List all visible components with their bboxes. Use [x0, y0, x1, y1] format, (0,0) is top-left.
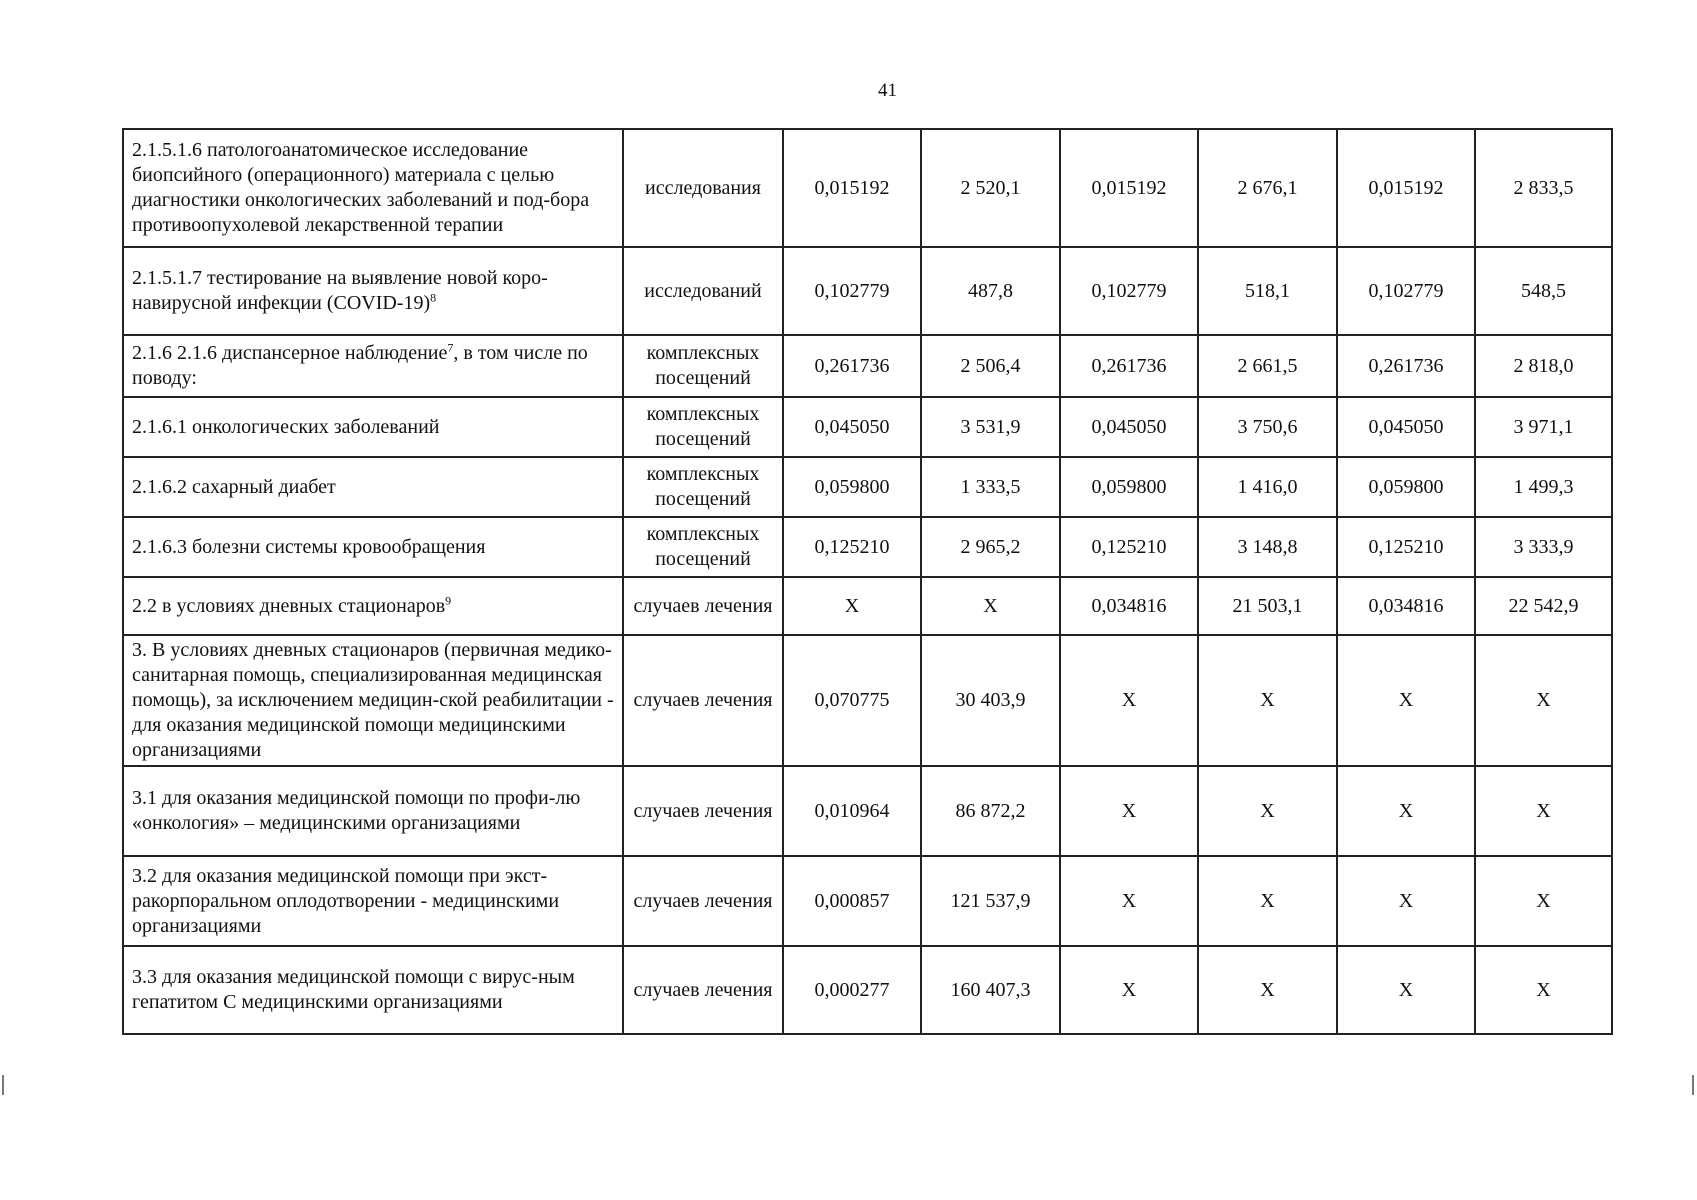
table-row [123, 635, 1612, 766]
value-cell: 2 676,1 [1198, 129, 1337, 247]
value-cell: 518,1 [1198, 247, 1337, 335]
value-cell: Х [1198, 766, 1337, 856]
value-cell: 487,8 [921, 247, 1060, 335]
footnote-mark: 7 [447, 340, 454, 355]
table-row [123, 457, 1612, 517]
row-name: 3.2 для оказания медицинской помощи при экст-ракорпоральном оплодотворении - медицинскими организациями [123, 856, 623, 946]
row-unit: случаев лечения [623, 856, 783, 946]
page-number: 41 [878, 80, 897, 101]
value-cell: 0,045050 [783, 397, 921, 457]
value-cell: 160 407,3 [921, 946, 1060, 1034]
value-cell: 0,045050 [1337, 397, 1475, 457]
table-row [123, 946, 1612, 1034]
value-cell: 121 537,9 [921, 856, 1060, 946]
value-cell: Х [1337, 635, 1475, 766]
scan-edge-mark [2, 1075, 4, 1095]
value-cell: 0,070775 [783, 635, 921, 766]
value-cell: 0,125210 [783, 517, 921, 577]
value-cell: 0,034816 [1337, 577, 1475, 635]
row-unit: случаев лечения [623, 635, 783, 766]
row-unit: комплексных посещений [623, 457, 783, 517]
value-cell: Х [1475, 856, 1612, 946]
value-cell: 2 661,5 [1198, 335, 1337, 397]
value-cell: 0,045050 [1060, 397, 1198, 457]
value-cell: 0,102779 [1337, 247, 1475, 335]
value-cell: 21 503,1 [1198, 577, 1337, 635]
row-unit: комплексных посещений [623, 335, 783, 397]
value-cell: 3 333,9 [1475, 517, 1612, 577]
table-row [123, 397, 1612, 457]
row-unit: случаев лечения [623, 577, 783, 635]
value-cell: 3 971,1 [1475, 397, 1612, 457]
value-cell: 0,102779 [783, 247, 921, 335]
table-row [123, 766, 1612, 856]
data-table [122, 128, 1613, 1035]
value-cell: 1 416,0 [1198, 457, 1337, 517]
value-cell: 2 506,4 [921, 335, 1060, 397]
value-cell: 0,059800 [1060, 457, 1198, 517]
value-cell: 0,034816 [1060, 577, 1198, 635]
value-cell: 86 872,2 [921, 766, 1060, 856]
row-name: 2.1.5.1.6 патологоанатомическое исследование биопсийного (операционного) материала с целью диагностики онкологических заболеваний и под-бора противоопухолевой лекарственной терапии [123, 129, 623, 247]
value-cell: 0,059800 [783, 457, 921, 517]
value-cell: Х [1475, 766, 1612, 856]
value-cell: 0,125210 [1337, 517, 1475, 577]
table-row [123, 335, 1612, 397]
table-row [123, 577, 1612, 635]
value-cell: Х [1198, 856, 1337, 946]
value-cell: 0,015192 [783, 129, 921, 247]
value-cell: 0,125210 [1060, 517, 1198, 577]
table-row [123, 129, 1612, 247]
value-cell: Х [921, 577, 1060, 635]
row-name: 2.1.6.1 онкологических заболеваний [123, 397, 623, 457]
value-cell: Х [1337, 856, 1475, 946]
value-cell: Х [783, 577, 921, 635]
row-unit: исследований [623, 247, 783, 335]
value-cell: 0,261736 [1060, 335, 1198, 397]
scan-edge-mark [1692, 1075, 1694, 1095]
value-cell: 1 333,5 [921, 457, 1060, 517]
value-cell: Х [1198, 946, 1337, 1034]
value-cell: 0,261736 [783, 335, 921, 397]
value-cell: 1 499,3 [1475, 457, 1612, 517]
footnote-mark: 9 [445, 592, 452, 607]
value-cell: Х [1337, 946, 1475, 1034]
row-name: 2.1.6.3 болезни системы кровообращения [123, 517, 623, 577]
value-cell: 0,000277 [783, 946, 921, 1034]
value-cell: 2 965,2 [921, 517, 1060, 577]
row-unit: случаев лечения [623, 946, 783, 1034]
value-cell: 3 750,6 [1198, 397, 1337, 457]
row-name: 3.3 для оказания медицинской помощи с вирус-ным гепатитом С медицинскими организациями [123, 946, 623, 1034]
value-cell: Х [1060, 856, 1198, 946]
row-name: 2.1.6.2 сахарный диабет [123, 457, 623, 517]
footnote-mark: 8 [430, 290, 437, 305]
value-cell: Х [1060, 766, 1198, 856]
value-cell: 0,000857 [783, 856, 921, 946]
row-unit: комплексных посещений [623, 397, 783, 457]
value-cell: 22 542,9 [1475, 577, 1612, 635]
row-name: 2.1.6 2.1.6 диспансерное наблюдение$^7$, в том числе по поводу: [123, 335, 623, 397]
value-cell: 2 818,0 [1475, 335, 1612, 397]
value-cell: 548,5 [1475, 247, 1612, 335]
table-row [123, 517, 1612, 577]
row-unit: случаев лечения [623, 766, 783, 856]
value-cell: 0,059800 [1337, 457, 1475, 517]
table-row [123, 856, 1612, 946]
row-name: 3. В условиях дневных стационаров (первичная медико-санитарная помощь, специализированная медицинская помощь), за исключением медицин-ской реабилитации - для оказания медицинской помощи медицинскими организациями [123, 635, 623, 766]
row-name: 2.1.5.1.7 тестирование на выявление новой коро-навирусной инфекции (COVID-19)$^8$ [123, 247, 623, 335]
value-cell: Х [1060, 635, 1198, 766]
row-name: 2.2 в условиях дневных стационаров$^9$ [123, 577, 623, 635]
row-unit: исследования [623, 129, 783, 247]
value-cell: Х [1337, 766, 1475, 856]
value-cell: 3 148,8 [1198, 517, 1337, 577]
value-cell: Х [1198, 635, 1337, 766]
value-cell: 0,102779 [1060, 247, 1198, 335]
value-cell: 2 520,1 [921, 129, 1060, 247]
value-cell: Х [1475, 635, 1612, 766]
value-cell: 2 833,5 [1475, 129, 1612, 247]
value-cell: Х [1060, 946, 1198, 1034]
value-cell: 0,010964 [783, 766, 921, 856]
value-cell: 3 531,9 [921, 397, 1060, 457]
value-cell: 0,015192 [1060, 129, 1198, 247]
row-name: 3.1 для оказания медицинской помощи по профи-лю «онкология» – медицинскими организациями [123, 766, 623, 856]
value-cell: 0,261736 [1337, 335, 1475, 397]
table-row [123, 247, 1612, 335]
value-cell: Х [1475, 946, 1612, 1034]
value-cell: 0,015192 [1337, 129, 1475, 247]
value-cell: 30 403,9 [921, 635, 1060, 766]
row-unit: комплексных посещений [623, 517, 783, 577]
